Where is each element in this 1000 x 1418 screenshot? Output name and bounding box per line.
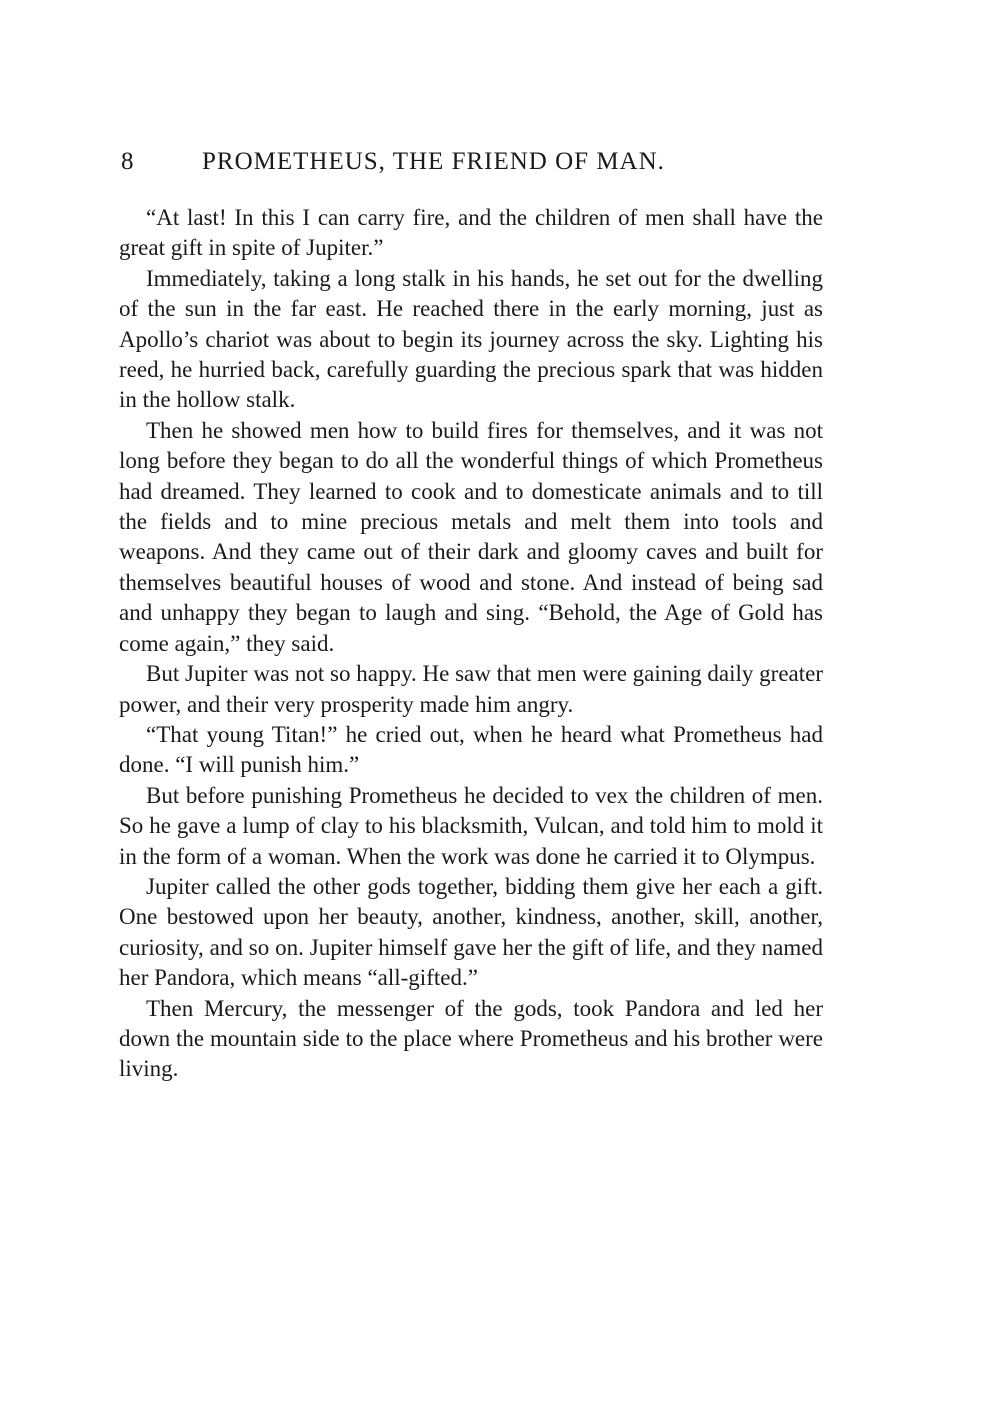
paragraph-mercury: Then Mercury, the messenger of the gods, took Pandora and led her down the mountain side to the place where Prometheus and his brother were living. [119, 995, 823, 1082]
running-head [121, 146, 821, 178]
paragraph-then-he-showed: Then he showed men how to build fires for themselves, and it was not long before they began to do all the wonderful things of which Prometheus had dreamed. They learned to cook and to domesticate animals and to till the fields and to mine precious metals and melt them into tools and weapons. And they came out of their dark and gloomy caves and built for themselves beautiful houses of wood and stone. And instead of being sad and unhappy they began to laugh and sing. “Behold, the Age of Gold has come again,” they said. [119, 417, 823, 656]
paragraph-at-last: “At last! In this I can carry fire, and the children of men shall have the great gift in spite of Jupiter.” [119, 205, 823, 261]
paragraph-immediately: Immediately, taking a long stalk in his hands, he set out for the dwelling of the sun in the far east. He reached there in the early morning, just as Apollo’s chariot was about to begin its journey across the sky. Lighting his reed, he hurried back, carefully guarding the precious spark that was hidden in the hollow stalk. [119, 265, 823, 413]
paragraph-vex-children: But before punishing Prometheus he decided to vex the children of men. So he gave a lump of clay to his blacksmith, Vulcan, and told him to mold it in the form of a woman. When the work was done he carried it to Olympus. [119, 782, 823, 869]
body-text [119, 203, 823, 1085]
paragraph-young-titan: “That young Titan!” he cried out, when he heard what Prometheus had done. “I will punish him.” [119, 721, 823, 778]
page-number: 8 [121, 148, 135, 175]
paragraph-jupiter-not-happy: But Jupiter was not so happy. He saw that men were gaining daily greater power, and their very prosperity made him angry. [119, 661, 823, 717]
running-title: PROMETHEUS, THE FRIEND OF MAN. [202, 148, 665, 175]
paragraph-gods-gifts: Jupiter called the other gods together, bidding them give her each a gift. One bestowed upon her beauty, another, kindness, another, skill, another, curiosity, and so on. Jupiter himself gave her the gift of life, and they named her Pandora, which means “all-gifted.” [119, 873, 823, 991]
